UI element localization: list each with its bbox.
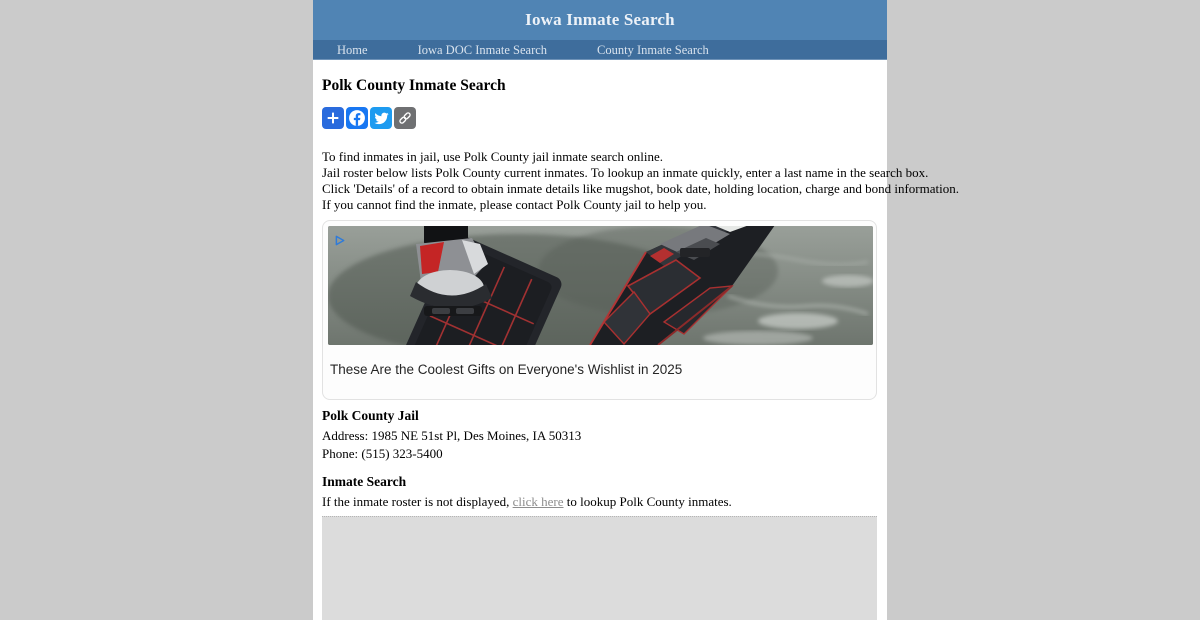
- page-title: Polk County Inmate Search: [322, 77, 506, 94]
- inmate-roster-iframe[interactable]: [322, 516, 877, 620]
- content-area: [313, 60, 959, 620]
- main-nav: [313, 40, 887, 60]
- nav-item-home[interactable]: Home: [337, 42, 368, 57]
- note-text-after: to lookup Polk County inmates.: [563, 494, 732, 509]
- click-here-link[interactable]: click here: [512, 494, 564, 509]
- jail-heading: Polk County Jail: [322, 408, 419, 423]
- intro-line-2: Jail roster below lists Polk County current inmates. To lookup an inmate quickly, enter a last name in the search box.: [322, 165, 929, 180]
- nav-item-iowa-doc-inmate-search[interactable]: Iowa DOC Inmate Search: [417, 42, 548, 57]
- twitter-icon: [374, 111, 389, 126]
- advertisement-card[interactable]: [322, 220, 877, 400]
- advertisement-image[interactable]: [328, 226, 873, 345]
- adchoices-icon[interactable]: [335, 233, 346, 244]
- page-container: [313, 0, 959, 620]
- share-plus-icon: [325, 110, 341, 126]
- site-title: Iowa Inmate Search: [525, 10, 675, 29]
- ad-caption[interactable]: These Are the Coolest Gifts on Everyone's Wishlist in 2025: [330, 362, 683, 377]
- jail-phone: Phone: (515) 323-5400: [322, 446, 443, 461]
- inmate-search-note: [322, 493, 878, 511]
- copy-link-share-button[interactable]: [394, 107, 416, 129]
- share-plus-button[interactable]: [322, 107, 344, 129]
- share-buttons-row: [322, 107, 878, 129]
- intro-line-3: Click 'Details' of a record to obtain inmate details like mugshot, book date, holding location, charge and bond information.: [322, 181, 959, 196]
- note-text-before: If the inmate roster is not displayed,: [322, 494, 513, 509]
- intro-paragraph: [322, 149, 959, 213]
- facebook-share-button[interactable]: [346, 107, 368, 129]
- jail-address: Address: 1985 NE 51st Pl, Des Moines, IA 50313: [322, 428, 582, 443]
- site-header: [313, 0, 887, 40]
- twitter-share-button[interactable]: [370, 107, 392, 129]
- copy-link-icon: [397, 110, 413, 126]
- intro-line-4: If you cannot find the inmate, please contact Polk County jail to help you.: [322, 197, 707, 212]
- inmate-search-heading: Inmate Search: [322, 474, 407, 489]
- facebook-icon: [347, 108, 367, 128]
- nav-item-county-inmate-search[interactable]: County Inmate Search: [597, 42, 709, 57]
- intro-line-1: To find inmates in jail, use Polk County jail inmate search online.: [322, 149, 664, 164]
